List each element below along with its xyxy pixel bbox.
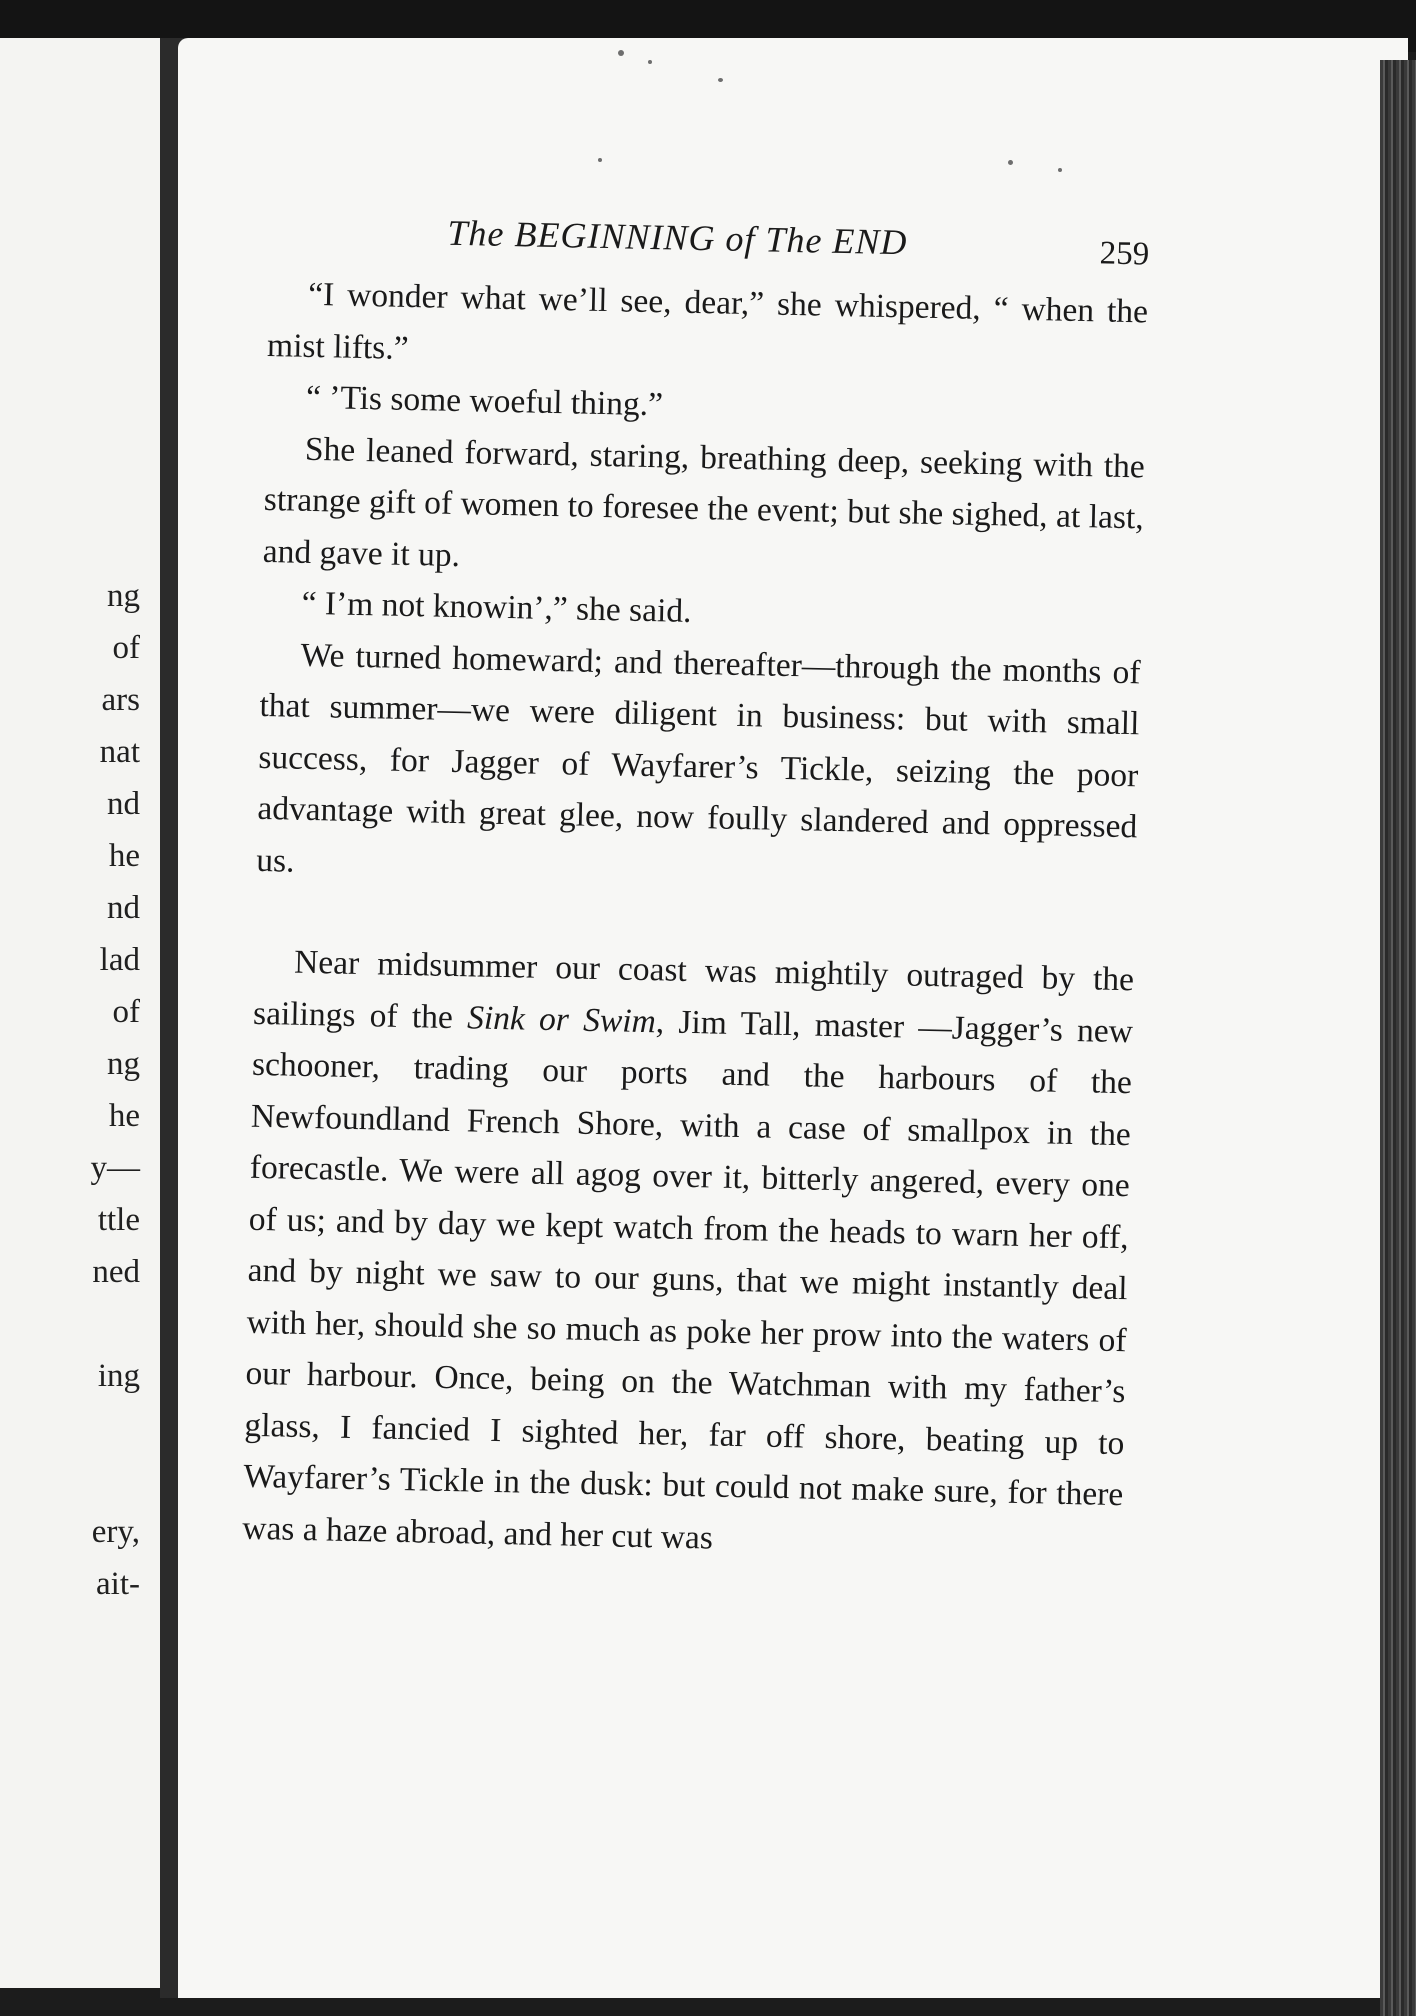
- left-fragment: ng: [107, 578, 140, 614]
- left-fragment: ait-: [96, 1566, 140, 1602]
- paragraph: We turned homeward; and thereafter—through the months of that summer—we were diligent in business: but with small success, for Jagger of Wayfarer’s Tickle, seizing the poor advantage with great glee, now foully slandered and oppressed us.: [255, 636, 1141, 880]
- left-fragment: ttle: [97, 1202, 140, 1238]
- right-page: [178, 38, 1408, 1998]
- ship-name-italic: Sink or Swim: [466, 998, 657, 1040]
- running-title: The BEGINNING of The END: [447, 212, 908, 263]
- left-fragment: ing: [97, 1358, 140, 1394]
- paragraph-text: Near midsummer our coast was mightily outraged by the sailings of the: [252, 943, 1135, 1036]
- left-fragment: ars: [101, 682, 140, 718]
- paragraph-text: , Jim Tall, master —Jagger’s new schooner, trading our ports and the harbours of the Newfoundland French Shore, with a case of smallpox in the forecastle. We were all agog over it, bitterly angered, every one of us; and by day we kept watch from the heads to warn her off, and by night we saw to our guns, that we might instantly deal with her, should she so much as poke her prow into the waters of our harbour. Once, being on the Watchman with my father’s glass, I fancied I sighted her, far off shore, beating up to Wayfarer’s Tickle in the dusk: but could not make sure, for there was a haze abroad, and her cut was: [241, 1002, 1134, 1557]
- left-fragment: he: [108, 1098, 140, 1134]
- page-content: [242, 208, 1150, 1572]
- page-number: 259: [1099, 235, 1150, 273]
- paragraph: “I wonder what we’ll see, dear,” she whispered, “ when the mist lifts.”: [266, 275, 1149, 367]
- paragraph: She leaned forward, staring, breathing deep, seeking with the strange gift of women to foresee the event; but she sighed, at last, and gave it up.: [262, 430, 1146, 574]
- left-fragment: he: [108, 838, 140, 874]
- body-text: [242, 268, 1149, 1572]
- left-page-edge: [0, 38, 166, 1988]
- left-fragment: nat: [99, 734, 140, 770]
- paper-speck: [598, 158, 602, 162]
- left-fragment: nd: [107, 786, 140, 822]
- paragraph: “ I’m not knowin’,” she said.: [301, 584, 692, 630]
- left-fragment: nd: [107, 890, 140, 926]
- paragraph: [242, 936, 1135, 1572]
- paper-speck: [1008, 160, 1013, 165]
- paper-speck: [1058, 168, 1062, 172]
- paper-speck: [618, 50, 624, 56]
- paragraph: “ ’Tis some woeful thing.”: [305, 378, 664, 424]
- left-fragment: ery,: [91, 1514, 140, 1550]
- paper-speck: [648, 60, 652, 64]
- paper-speck: [718, 78, 723, 82]
- left-fragment: ned: [92, 1254, 140, 1290]
- book-fore-edge: [1380, 60, 1416, 2016]
- left-fragment: y—: [90, 1150, 140, 1186]
- left-fragment: of: [112, 630, 140, 666]
- left-fragment: lad: [99, 942, 140, 978]
- left-fragment: of: [112, 994, 140, 1030]
- left-fragment: ng: [107, 1046, 140, 1082]
